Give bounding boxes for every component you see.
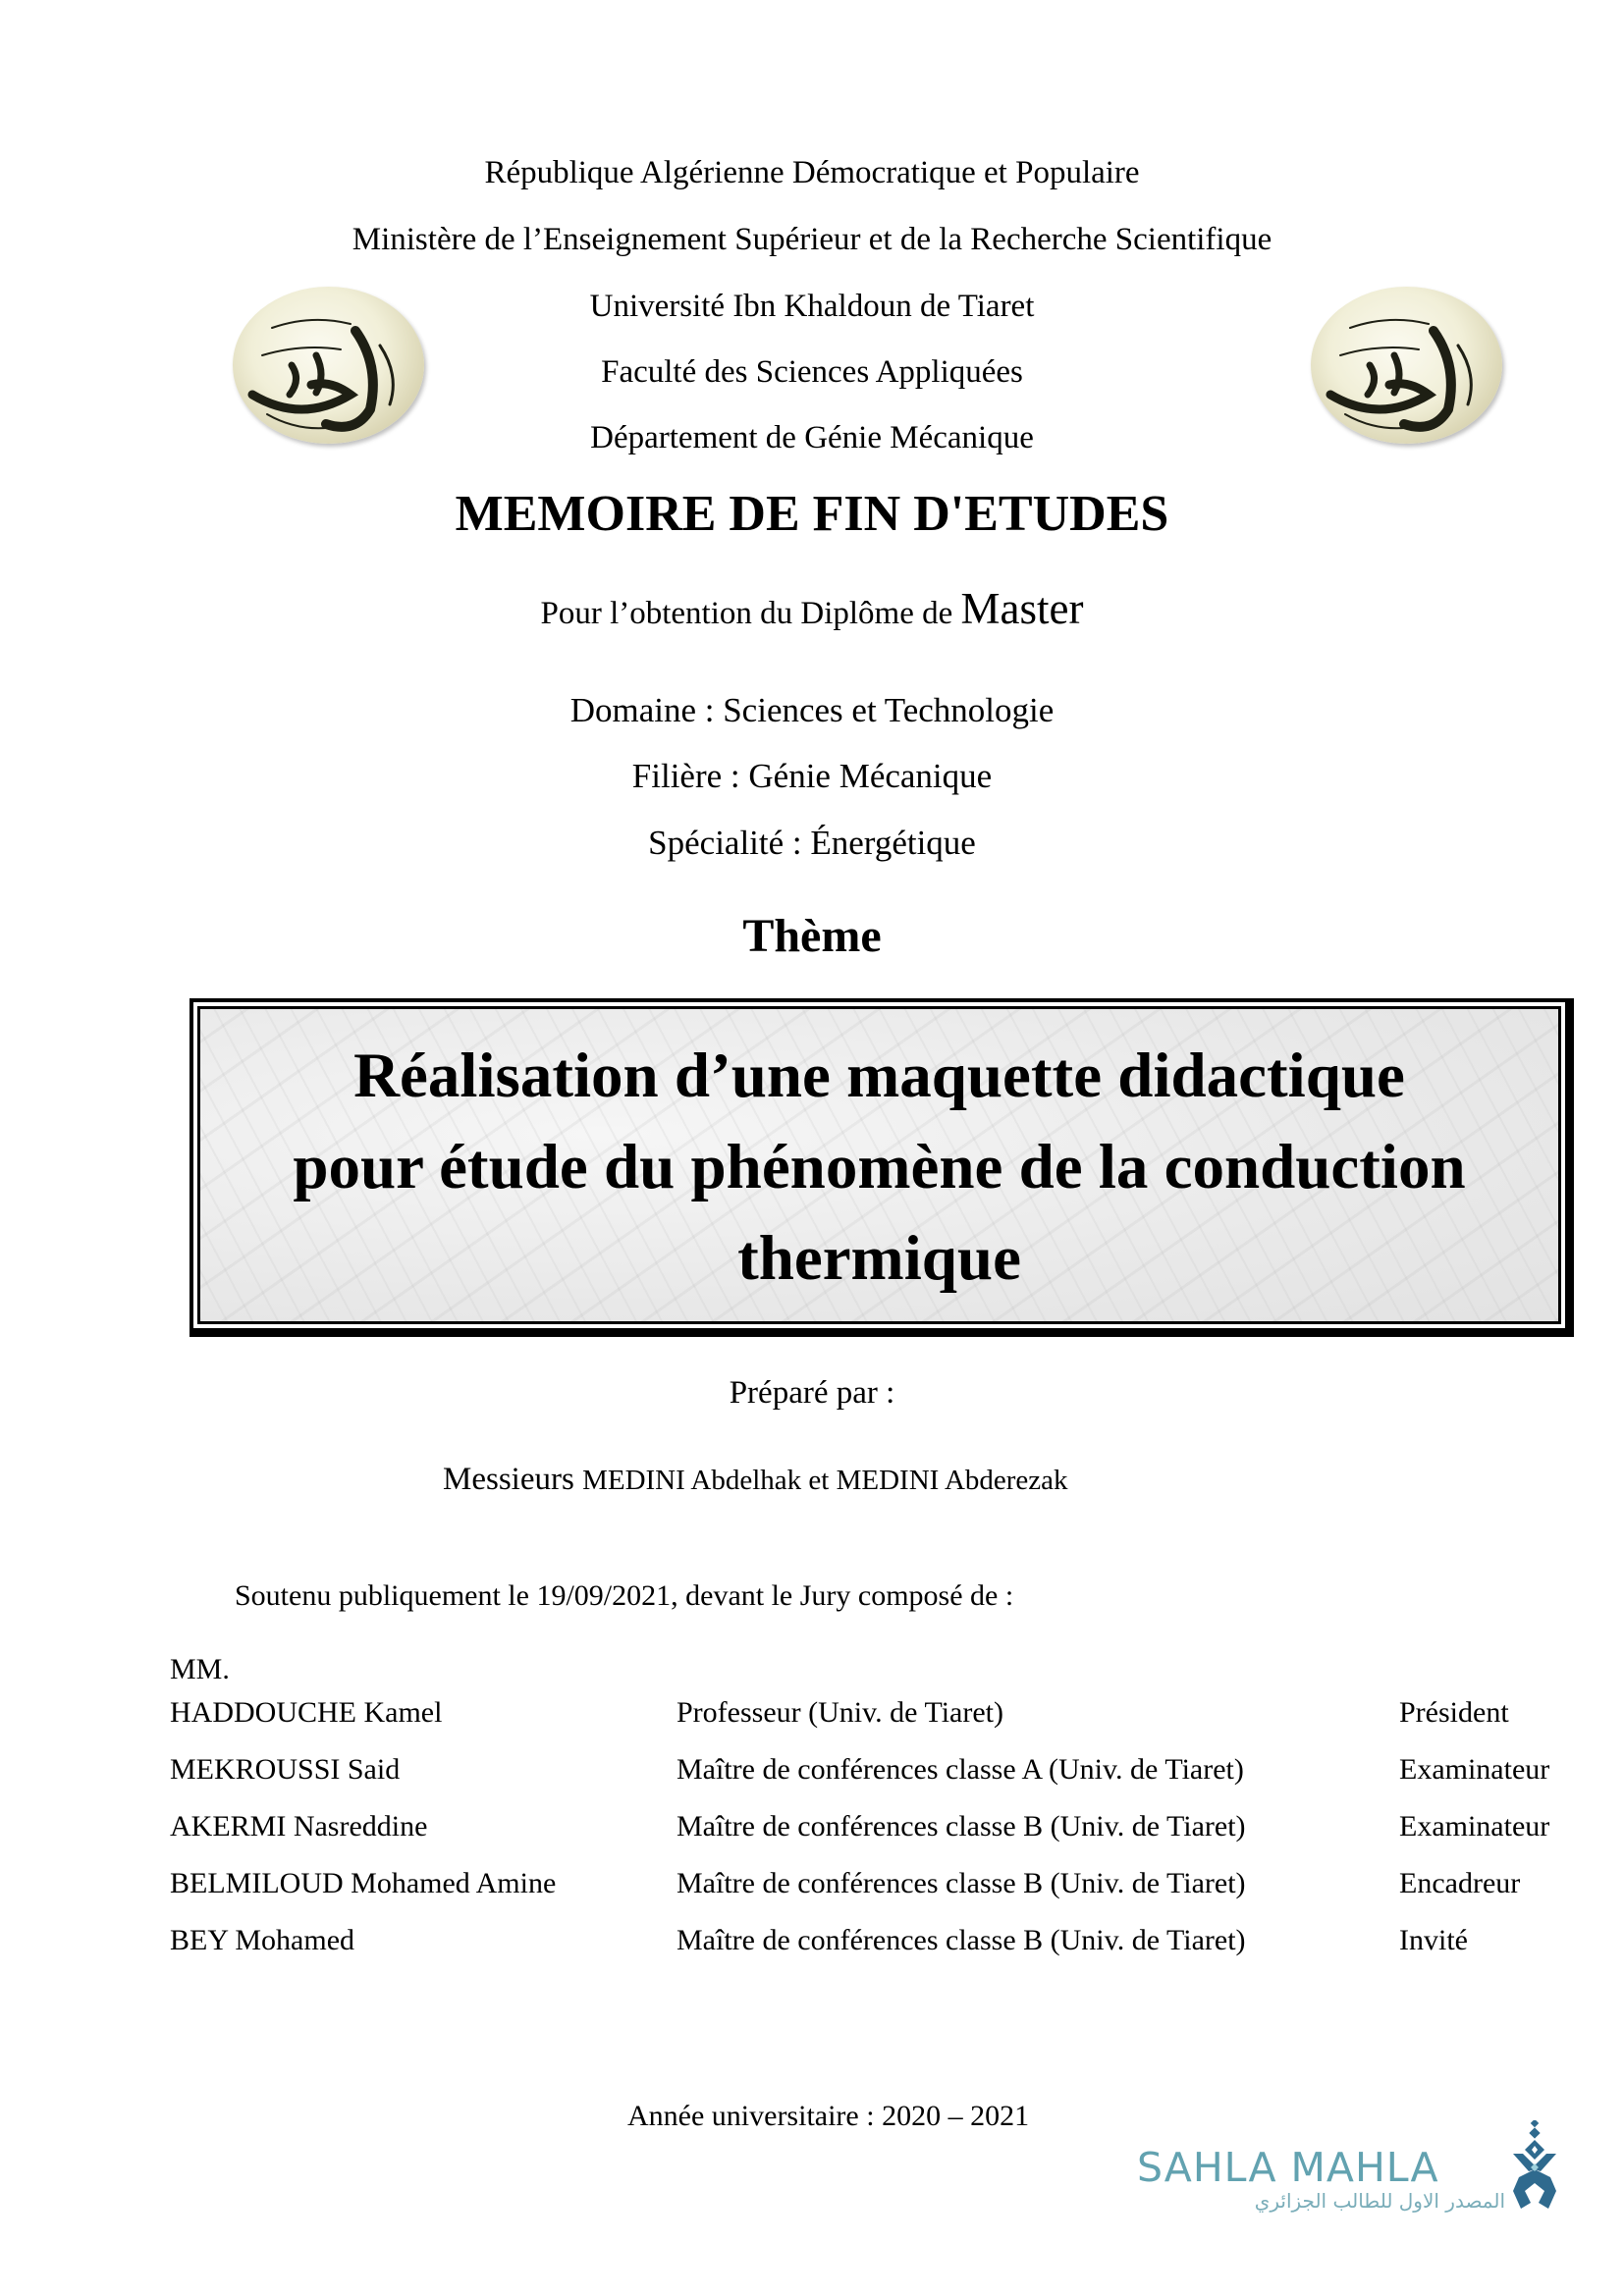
theme-title-frame xyxy=(189,998,1574,1337)
jury-title: Maître de conférences classe B (Univ. de Tiaret) xyxy=(677,1867,1246,1899)
header-university: Université Ibn Khaldoun de Tiaret xyxy=(589,289,1035,324)
frame-gap xyxy=(193,1002,1565,1328)
authors-names: MEDINI Abdelhak et MEDINI Abderezak xyxy=(582,1465,1068,1496)
jury-title: Professeur (Univ. de Tiaret) xyxy=(677,1696,1004,1729)
jury-role: Encadreur xyxy=(1399,1867,1521,1899)
filiere-line: Filière : Génie Mécanique xyxy=(631,757,993,795)
document-type-title: MEMOIRE DE FIN D'ETUDES xyxy=(455,486,1169,542)
jury-role: Examinateur xyxy=(1399,1753,1550,1786)
jury-name: BELMILOUD Mohamed Amine xyxy=(170,1867,557,1899)
defense-intro: Soutenu publiquement le 19/09/2021, devant le Jury composé de : xyxy=(235,1579,1014,1612)
authors-prefix: Messieurs xyxy=(443,1462,583,1497)
header-faculty: Faculté des Sciences Appliquées xyxy=(601,354,1023,390)
jury-name: HADDOUCHE Kamel xyxy=(170,1696,443,1729)
jury-name: MEKROUSSI Said xyxy=(170,1753,401,1786)
domaine-line: Domaine : Sciences et Technologie xyxy=(569,691,1055,729)
academic-year: Année universitaire : 2020 – 2021 xyxy=(627,2100,1030,2132)
jury-row xyxy=(0,1812,1624,1842)
specialite-line: Spécialité : Énergétique xyxy=(648,824,976,862)
prepared-by-label: Préparé par : xyxy=(729,1375,895,1411)
diploma-line xyxy=(0,584,1624,635)
jury-salutation: MM. xyxy=(170,1653,230,1685)
jury-title: Maître de conférences classe B (Univ. de Tiaret) xyxy=(677,1924,1246,1956)
theme-title xyxy=(200,1031,1558,1305)
jury-row xyxy=(0,1869,1624,1898)
theme-title-line: thermique xyxy=(737,1223,1021,1294)
jury-name: BEY Mohamed xyxy=(170,1924,355,1956)
jury-row xyxy=(0,1755,1624,1785)
jury-row xyxy=(0,1698,1624,1728)
watermark-tagline: المصدر الاول للطالب الجزائري xyxy=(1254,2189,1505,2213)
jury-name: AKERMI Nasreddine xyxy=(170,1810,428,1842)
jury-row xyxy=(0,1926,1624,1955)
jury-role: Président xyxy=(1399,1696,1509,1729)
theme-title-line: pour étude du phénomène de la conduction xyxy=(293,1132,1466,1202)
theme-label: Thème xyxy=(742,910,882,962)
jury-role: Examinateur xyxy=(1399,1810,1550,1842)
marble-panel xyxy=(197,1006,1561,1324)
diploma-prefix: Pour l’obtention du Diplôme de xyxy=(540,596,961,631)
header-department: Département de Génie Mécanique xyxy=(590,420,1034,455)
theme-title-line: Réalisation d’une maquette didactique xyxy=(353,1041,1405,1111)
header-ministry: Ministère de l’Enseignement Supérieur et de la Recherche Scientifique xyxy=(352,222,1272,257)
sahla-mahla-logo-icon xyxy=(1505,2120,1564,2214)
jury-role: Invité xyxy=(1399,1924,1468,1956)
diploma-name: Master xyxy=(960,584,1084,633)
jury-title: Maître de conférences classe B (Univ. de Tiaret) xyxy=(677,1810,1246,1842)
jury-title: Maître de conférences classe A (Univ. de Tiaret) xyxy=(677,1753,1244,1786)
sahla-mahla-watermark xyxy=(1134,2120,1566,2218)
header-republic: République Algérienne Démocratique et Populaire xyxy=(484,155,1140,190)
watermark-brand: SAHLA MAHLA xyxy=(1137,2144,1439,2191)
authors-line xyxy=(443,1464,1068,1497)
